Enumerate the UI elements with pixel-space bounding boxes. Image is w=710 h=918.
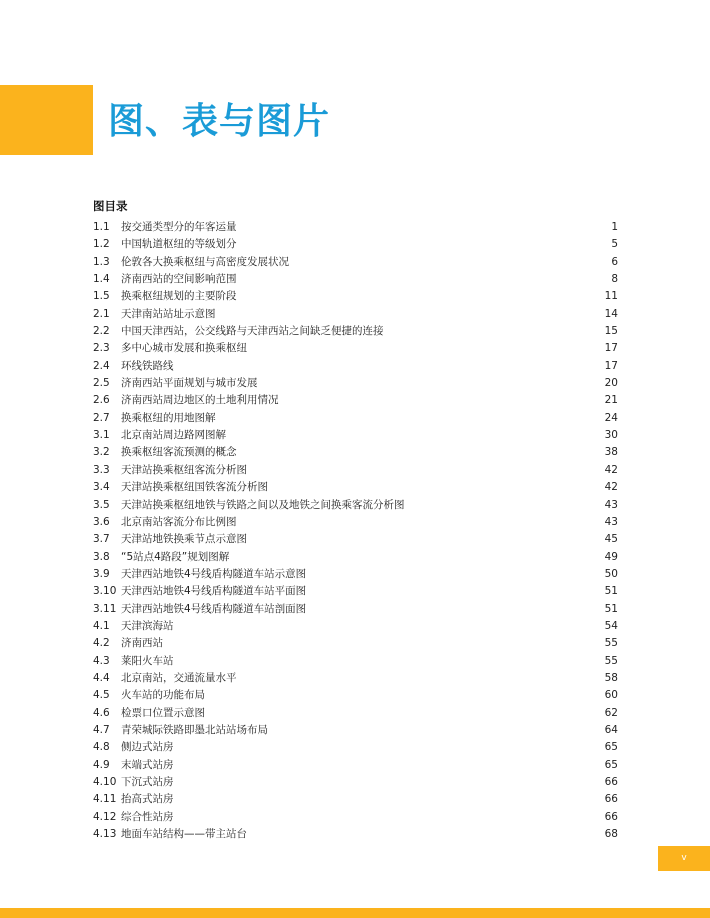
page-ref: 65: [604, 758, 618, 771]
figure-number: 4.8: [93, 741, 110, 754]
page-ref: 11: [604, 290, 618, 303]
page-ref: 51: [604, 585, 618, 598]
toc-entry[interactable]: [93, 722, 618, 739]
page-ref: 15: [604, 325, 618, 338]
page-number: v: [658, 846, 710, 871]
page-ref: 54: [604, 619, 618, 632]
figure-number: 4.13: [93, 828, 117, 841]
figure-title: 济南西站: [121, 637, 163, 650]
page-ref: 66: [604, 810, 618, 823]
figure-number: 4.7: [93, 723, 110, 736]
toc-entry[interactable]: [93, 323, 618, 340]
toc-entry[interactable]: [93, 254, 618, 271]
page-ref: 20: [604, 377, 618, 390]
toc-entry[interactable]: [93, 219, 618, 236]
figure-title: 北京南站，交通流量水平: [121, 671, 237, 684]
page-ref: 62: [604, 706, 618, 719]
figure-number: 3.4: [93, 481, 110, 494]
figure-title: 北京南站周边路网图解: [121, 429, 226, 442]
figure-number: 3.11: [93, 602, 117, 615]
figure-title: 青荣城际铁路即墨北站站场布局: [121, 723, 268, 736]
figure-title: 北京南站客流分布比例图: [121, 515, 237, 528]
page-ref: 55: [604, 637, 618, 650]
figure-number: 3.9: [93, 567, 110, 580]
toc-entry[interactable]: [93, 705, 618, 722]
page-ref: 24: [604, 411, 618, 424]
toc-entry[interactable]: [93, 687, 618, 704]
figure-number: 2.3: [93, 342, 110, 355]
page-ref: 8: [611, 273, 618, 286]
figure-number: 3.7: [93, 533, 110, 546]
toc-entry[interactable]: [93, 236, 618, 253]
toc-entry[interactable]: [93, 340, 618, 357]
figure-title: 综合性站房: [121, 810, 174, 823]
figure-number: 4.6: [93, 706, 110, 719]
toc-entry[interactable]: [93, 306, 618, 323]
toc-entry[interactable]: [93, 514, 618, 531]
figure-title: 天津站换乘枢纽地铁与铁路之间以及地铁之间换乘客流分析图: [121, 498, 405, 511]
figure-title: 莱阳火车站: [121, 654, 174, 667]
accent-block: [0, 85, 93, 155]
figure-number: 2.6: [93, 394, 110, 407]
toc-entry[interactable]: [93, 358, 618, 375]
figure-title: 下沉式站房: [121, 776, 174, 788]
figure-title: 天津站换乘枢纽国铁客流分析图: [121, 481, 268, 494]
toc-entry[interactable]: [93, 410, 618, 427]
figure-number: 3.6: [93, 515, 110, 528]
figure-title: 天津西站地铁4号线盾构隧道车站剖面图: [121, 602, 307, 615]
toc-entry[interactable]: [93, 618, 618, 635]
figure-number: 2.1: [93, 307, 110, 320]
toc-entry[interactable]: [93, 809, 618, 826]
toc-entry[interactable]: [93, 791, 618, 808]
figure-number: 1.3: [93, 255, 110, 268]
figure-number: 4.9: [93, 758, 110, 771]
page-ref: 60: [604, 689, 618, 702]
figure-title: 换乘枢纽的用地图解: [121, 411, 216, 424]
figure-number: 2.4: [93, 359, 110, 372]
page-ref: 43: [604, 498, 618, 511]
toc-entry[interactable]: [93, 444, 618, 461]
page-ref: 5: [611, 238, 618, 251]
page-ref: 1: [611, 221, 618, 233]
figure-title: 换乘枢纽规划的主要阶段: [121, 290, 237, 303]
figure-title: 中国天津西站，公交线路与天津西站之间缺乏便捷的连接: [121, 325, 384, 338]
page-ref: 65: [604, 741, 618, 754]
toc-entry[interactable]: [93, 739, 618, 756]
figure-title: 天津西站地铁4号线盾构隧道车站示意图: [121, 567, 307, 580]
figure-number: 4.4: [93, 671, 110, 684]
page-ref: 55: [604, 654, 618, 667]
figure-title: 济南西站的空间影响范围: [121, 273, 237, 286]
figure-title: 火车站的功能布局: [121, 689, 205, 702]
toc-entry[interactable]: [93, 462, 618, 479]
figure-number: 4.12: [93, 810, 117, 823]
figure-number: 2.2: [93, 325, 110, 338]
figure-number: 4.3: [93, 654, 110, 667]
page-ref: 66: [604, 776, 618, 788]
figure-number: 4.5: [93, 689, 110, 702]
figure-title: 中国轨道枢纽的等级划分: [121, 238, 237, 251]
toc-entry[interactable]: [93, 288, 618, 305]
page-ref: 30: [604, 429, 618, 442]
figure-title: 天津站换乘枢纽客流分析图: [121, 463, 247, 476]
figure-title: 抬高式站房: [121, 793, 174, 806]
page-ref: 64: [604, 723, 618, 736]
figure-title: 按交通类型分的年客运量: [121, 221, 237, 233]
page-ref: 38: [604, 446, 618, 459]
page-ref: 17: [604, 342, 618, 355]
toc-entry[interactable]: [93, 670, 618, 687]
page-ref: 42: [604, 463, 618, 476]
figure-number: 4.11: [93, 793, 117, 806]
toc-entry[interactable]: [93, 566, 618, 583]
toc-entry[interactable]: [93, 601, 618, 618]
figure-title: 天津滨海站: [121, 619, 174, 632]
page-ref: 66: [604, 793, 618, 806]
toc-entry[interactable]: [93, 757, 618, 774]
toc-entry[interactable]: [93, 774, 618, 791]
figure-number: 3.3: [93, 463, 110, 476]
figure-title: 多中心城市发展和换乘枢纽: [121, 342, 247, 355]
figure-number: 4.10: [93, 776, 117, 788]
figure-title: 末端式站房: [121, 758, 174, 771]
page-title: 图、表与图片: [108, 101, 331, 142]
figure-number: 2.5: [93, 377, 110, 390]
bottom-bar: [0, 908, 710, 918]
toc-entry[interactable]: [93, 271, 618, 288]
figure-title: 济南西站周边地区的土地利用情况: [121, 394, 279, 407]
figure-title: 检票口位置示意图: [121, 706, 205, 719]
toc-entry[interactable]: [93, 531, 618, 548]
page-ref: 51: [604, 602, 618, 615]
figure-title: 伦敦各大换乘枢纽与高密度发展状况: [121, 255, 289, 268]
page-ref: 17: [604, 359, 618, 372]
figure-title: 济南西站平面规划与城市发展: [121, 377, 258, 390]
figure-number: 4.1: [93, 619, 110, 632]
page-ref: 6: [611, 255, 618, 268]
toc-entry[interactable]: [93, 479, 618, 496]
toc-entry[interactable]: [93, 497, 618, 514]
toc-entry[interactable]: [93, 427, 618, 444]
toc-entry[interactable]: [93, 635, 618, 652]
figure-number: 1.2: [93, 238, 110, 251]
figure-number: 1.4: [93, 273, 110, 286]
figure-title: 天津西站地铁4号线盾构隧道车站平面图: [121, 585, 307, 598]
toc-entry[interactable]: [93, 653, 618, 670]
figure-number: 2.7: [93, 411, 110, 424]
toc-heading: 图目录: [93, 199, 128, 213]
figure-title: 换乘枢纽客流预测的概念: [121, 446, 237, 459]
figure-number: 4.2: [93, 637, 110, 650]
figure-number: 3.8: [93, 550, 110, 563]
figure-number: 1.1: [93, 221, 110, 233]
page-ref: 68: [604, 828, 618, 841]
page-ref: 58: [604, 671, 618, 684]
page-ref: 43: [604, 515, 618, 528]
figure-number: 3.5: [93, 498, 110, 511]
toc-entry[interactable]: [93, 375, 618, 392]
figure-title: 地面车站结构——带主站台: [121, 828, 247, 841]
page-ref: 50: [604, 567, 618, 580]
toc-entry[interactable]: [93, 583, 618, 600]
figure-number: 3.2: [93, 446, 110, 459]
page-ref: 14: [604, 307, 618, 320]
page-ref: 45: [604, 533, 618, 546]
page-ref: 49: [604, 550, 618, 563]
page-ref: 42: [604, 481, 618, 494]
figure-title: 环线铁路线: [121, 359, 174, 372]
toc-entry[interactable]: [93, 549, 618, 566]
figure-title: 天津站地铁换乘节点示意图: [121, 533, 247, 546]
toc-entry[interactable]: [93, 826, 618, 843]
figure-number: 3.10: [93, 585, 117, 598]
figure-list: [93, 219, 618, 843]
figure-number: 3.1: [93, 429, 110, 442]
figure-title: 侧边式站房: [121, 741, 174, 754]
toc-entry[interactable]: [93, 392, 618, 409]
figure-title: “5站点4路段”规划图解: [121, 550, 230, 563]
figure-number: 1.5: [93, 290, 110, 303]
page-ref: 21: [604, 394, 618, 407]
figure-title: 天津南站站址示意图: [121, 307, 216, 320]
